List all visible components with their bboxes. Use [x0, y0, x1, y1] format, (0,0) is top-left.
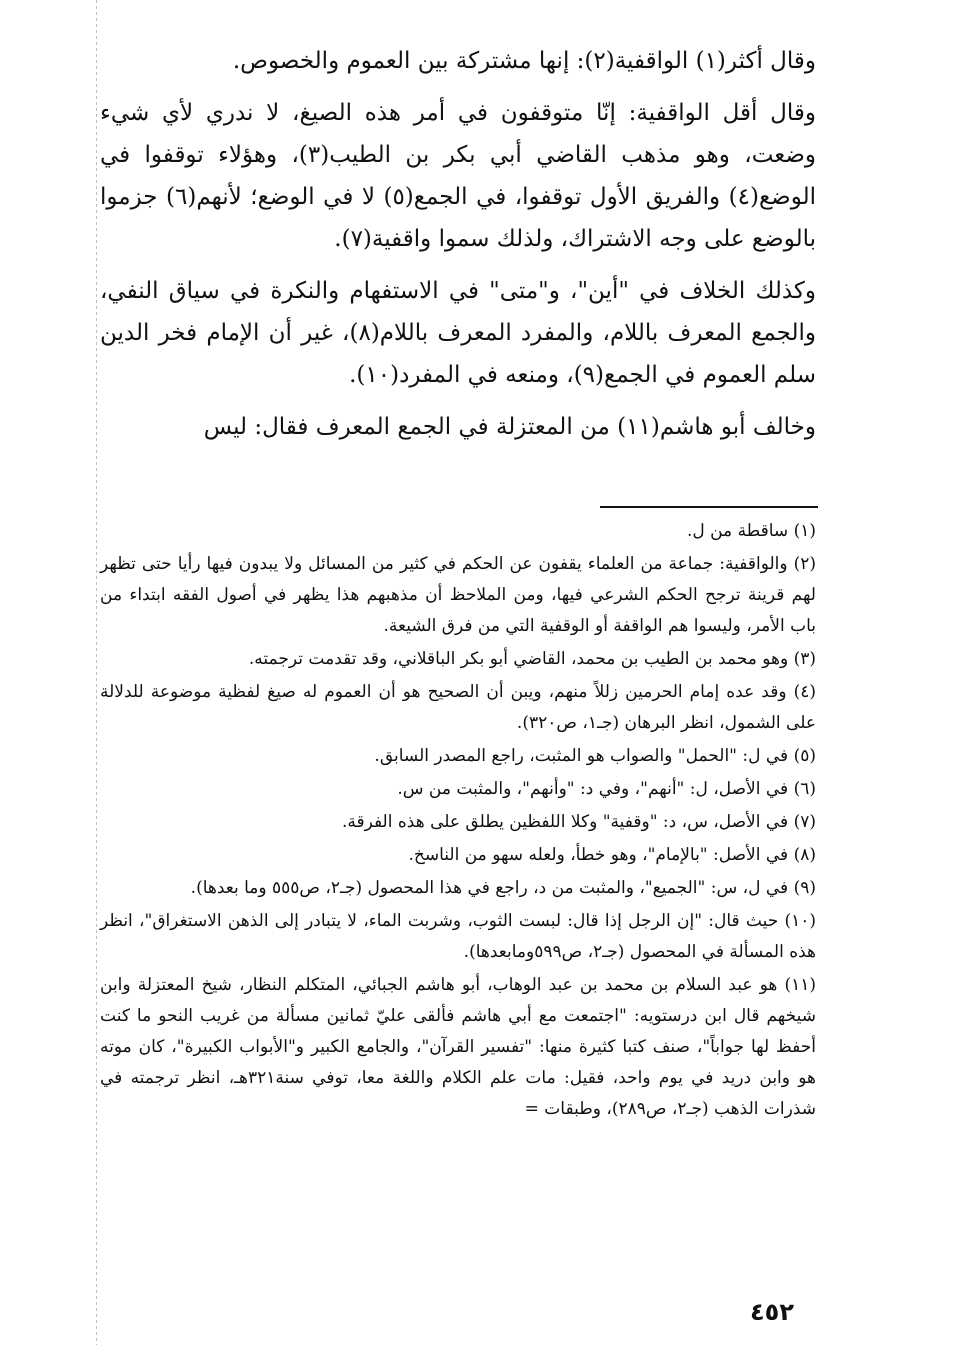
footnote: (٢) والواقفية: جماعة من العلماء يقفون عن الحكم في كثير من المسائل ولا يبدون فيها رأيا حتى تظهر لهم قرينة ترجح الحكم الشرعي فيها، ومن الملاحظ أن مذهبهم هذا يظهر في أصول الفقه ابتداء من باب الأمر، وليسوا هم الواقفة أو الوقفية التي من فرق الشيعة.: [100, 554, 816, 636]
footnote: (٥) في ل: "الحمل" والصواب هو المثبت، راجع المصدر السابق.: [374, 746, 816, 766]
footnote: (١١) هو عبد السلام بن محمد بن عبد الوهاب، أبو هاشم الجبائي، المتكلم النظار، شيخ المعتزلة وابن شيخهم قال ابن درستويه: "اجتمعت مع أبي هاشم فألقى عليّ ثمانين مسألة من غريب النحو ما كنت أحفظ لها جواباً"، صنف كتبا كثيرة منها: "تفسير القرآن"، والجامع الكبير و"الأبواب الكبيرة"، كان موته هو وابن دريد في يوم واحد، فقيل: مات علم الكلام واللغة معا، توفي سنة٣٢١هـ، انظر ترجمته في شذرات الذهب (جـ٢، ص٢٨٩)، وطبقات =: [100, 975, 816, 1119]
paragraph: وخالف أبو هاشم(١١) من المعتزلة في الجمع المعرف فقال: ليس: [203, 414, 816, 440]
footnote: (٧) في الأصل، س، د: "وقفية" وكلا اللفظين يطلق على هذه الفرقة.: [341, 812, 816, 832]
paragraph: وكذلك الخلاف في "أين"، و"متى" في الاستفهام والنكرة في سياق النفي، والجمع المعرف باللام، والمفرد المعرف باللام(٨)، غير أن الإمام فخر الدين سلم العموم في الجمع(٩)، ومنعه في المفرد(١٠).: [100, 278, 816, 388]
footnote: (١٠) حيث قال: "إن الرجل إذا قال: لبست الثوب، وشربت الماء، لا يتبادر إلى الذهن الاستغراق"، انظر هذه المسألة في المحصول (جـ٢، ص٥٩٩ومابعدها).: [100, 911, 816, 962]
scan-margin-line: [96, 0, 97, 1345]
footnote: (٤) وقد عده إمام الحرمين زللاً منهم، ويبن أن الصحيح هو أن العموم له صيغ لفظية موضوعة للدلالة على الشمول، انظر البرهان (جـ١، ص٣٢٠).: [100, 682, 816, 733]
footnote: (٩) في ل، س: "الجميع"، والمثبت من د، راجع في هذا المحصول (جـ٢، ص٥٥٥ وما بعدها).: [190, 878, 816, 898]
footnote-separator: [600, 506, 818, 508]
footnote: (٣) وهو محمد بن الطيب بن محمد، القاضي أبو بكر الباقلاني، وقد تقدمت ترجمته.: [248, 649, 816, 669]
page-number: ٤٥٢: [750, 1298, 794, 1326]
main-text: [100, 40, 816, 458]
footnote: (٦) في الأصل، ل: "أنهم"، وفي د: "وأنهم"، والمثبت من س.: [397, 779, 816, 799]
footnotes: [100, 516, 816, 1127]
paragraph: وقال أكثر(١) الواقفية(٢): إنها مشتركة بين العموم والخصوص.: [232, 48, 816, 74]
footnote: (١) ساقطة من ل.: [686, 521, 816, 541]
footnote: (٨) في الأصل: "بالإمام"، وهو خطأ، ولعله سهو من الناسخ.: [408, 845, 816, 865]
paragraph: وقال أقل الواقفية: إنّا متوقفون في أمر هذه الصيغ، لا ندري لأي شيء وضعت، وهو مذهب القاضي أبي بكر بن الطيب(٣)، وهؤلاء توقفوا في الوضع(٤) والفريق الأول توقفوا، في الجمع(٥) لا في الوضع؛ لأنهم(٦) جزموا بالوضع على وجه الاشتراك، ولذلك سموا واقفية(٧).: [100, 100, 817, 252]
